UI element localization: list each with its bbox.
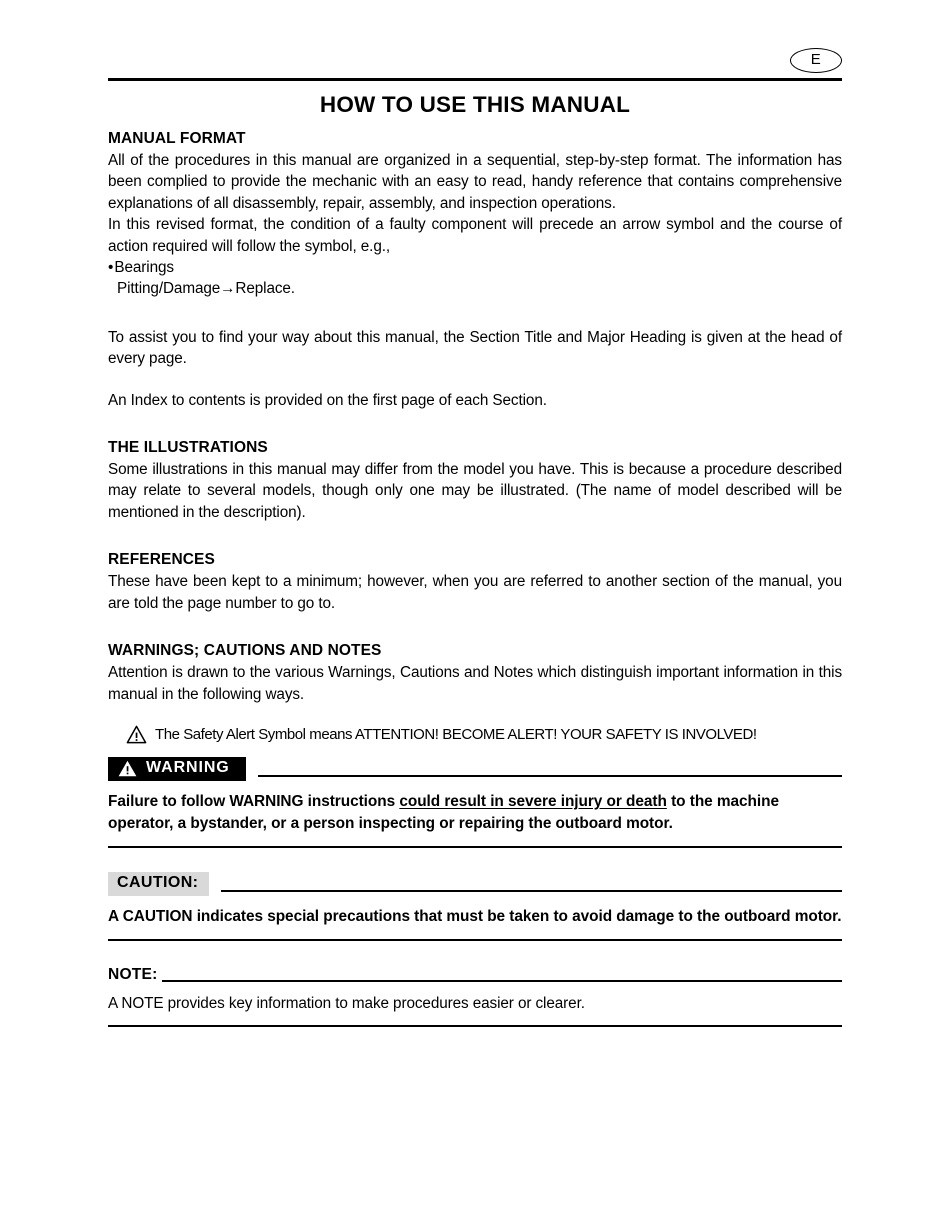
manual-format-paragraph-2: In this revised format, the condition of a faulty component will precede an arrow symbol and the course of action required will follow the symbol, e.g.,	[108, 216, 842, 255]
manual-format-paragraph-1: All of the procedures in this manual are organized in a sequential, step-by-step format. The information has been complied to provide the mechanic with an easy to read, handy reference that contains comprehensive explanations of all disassembly, repair, assembly, and inspection operations.	[108, 152, 842, 212]
bullet-detail-line: Pitting/Damage→Replace.	[117, 280, 295, 298]
spacer	[108, 523, 842, 550]
bullet-item-label: Bearings	[114, 259, 174, 277]
warning-block-bottom-rule	[108, 846, 842, 848]
warning-text-after: to the machine operator, a bystander, or a person inspecting or repairing the outboard motor.	[108, 792, 779, 832]
warning-label: WARNING	[146, 759, 230, 777]
section-heading-illustrations: THE ILLUSTRATIONS	[108, 439, 268, 457]
spacer	[108, 370, 842, 390]
section-heading-warnings-cautions-notes: WARNINGS; CAUTIONS AND NOTES	[108, 642, 382, 660]
caution-body-text: A CAUTION indicates special precautions that must be taken to avoid damage to the outboard motor.	[108, 907, 842, 925]
spacer	[108, 614, 842, 641]
bullet-item-bearings	[108, 257, 842, 278]
safety-alert-text: The Safety Alert Symbol means ATTENTION! BECOME ALERT! YOUR SAFETY IS INVOLVED!	[155, 725, 757, 743]
spacer	[108, 411, 842, 438]
caution-label: CAUTION:	[117, 874, 199, 892]
references-paragraph: These have been kept to a minimum; however, when you are referred to another section of the manual, you are told the page number to go to.	[108, 573, 842, 612]
warning-triangle-icon	[118, 760, 137, 777]
illustrations-paragraph: Some illustrations in this manual may differ from the model you have. This is because a procedure described may relate to several models, though only one may be illustrated. (The name of model described will be mentioned in the description).	[108, 461, 842, 521]
header-badge-row	[108, 40, 842, 76]
warning-text-before: Failure to follow WARNING instructions	[108, 792, 400, 810]
caution-header-rule	[221, 890, 842, 892]
caution-badge	[108, 872, 209, 896]
section-heading-references: REFERENCES	[108, 551, 215, 569]
header-divider	[108, 78, 842, 81]
note-label: NOTE:	[108, 965, 158, 983]
safety-alert-triangle-icon	[126, 725, 147, 744]
bullet-marker: •	[108, 259, 115, 277]
note-block-bottom-rule	[108, 1025, 842, 1027]
warning-header	[108, 757, 842, 781]
note-body-text: A NOTE provides key information to make procedures easier or clearer.	[108, 994, 585, 1012]
section-heading-manual-format: MANUAL FORMAT	[108, 130, 246, 147]
page-title: HOW TO USE THIS MANUAL	[319, 92, 631, 117]
manual-format-paragraph-3: To assist you to find your way about this manual, the Section Title and Major Heading is given at the head of every page.	[108, 328, 842, 368]
warning-header-rule	[258, 775, 842, 777]
warnings-intro-paragraph: Attention is drawn to the various Warnings, Cautions and Notes which distinguish important information in this manual in the following ways.	[108, 664, 842, 703]
note-header-rule	[162, 980, 842, 982]
safety-alert-line	[108, 725, 842, 744]
page-content	[108, 40, 842, 1027]
caution-header	[108, 872, 842, 896]
caution-block-bottom-rule	[108, 939, 842, 941]
note-header	[108, 966, 842, 984]
manual-format-paragraph-4: An Index to contents is provided on the first page of each Section.	[108, 391, 547, 409]
warning-body-text	[108, 791, 842, 835]
spacer	[108, 300, 842, 327]
warning-badge	[108, 757, 246, 781]
warning-text-underlined: could result in severe injury or death	[399, 792, 667, 810]
language-badge: E	[790, 48, 842, 73]
